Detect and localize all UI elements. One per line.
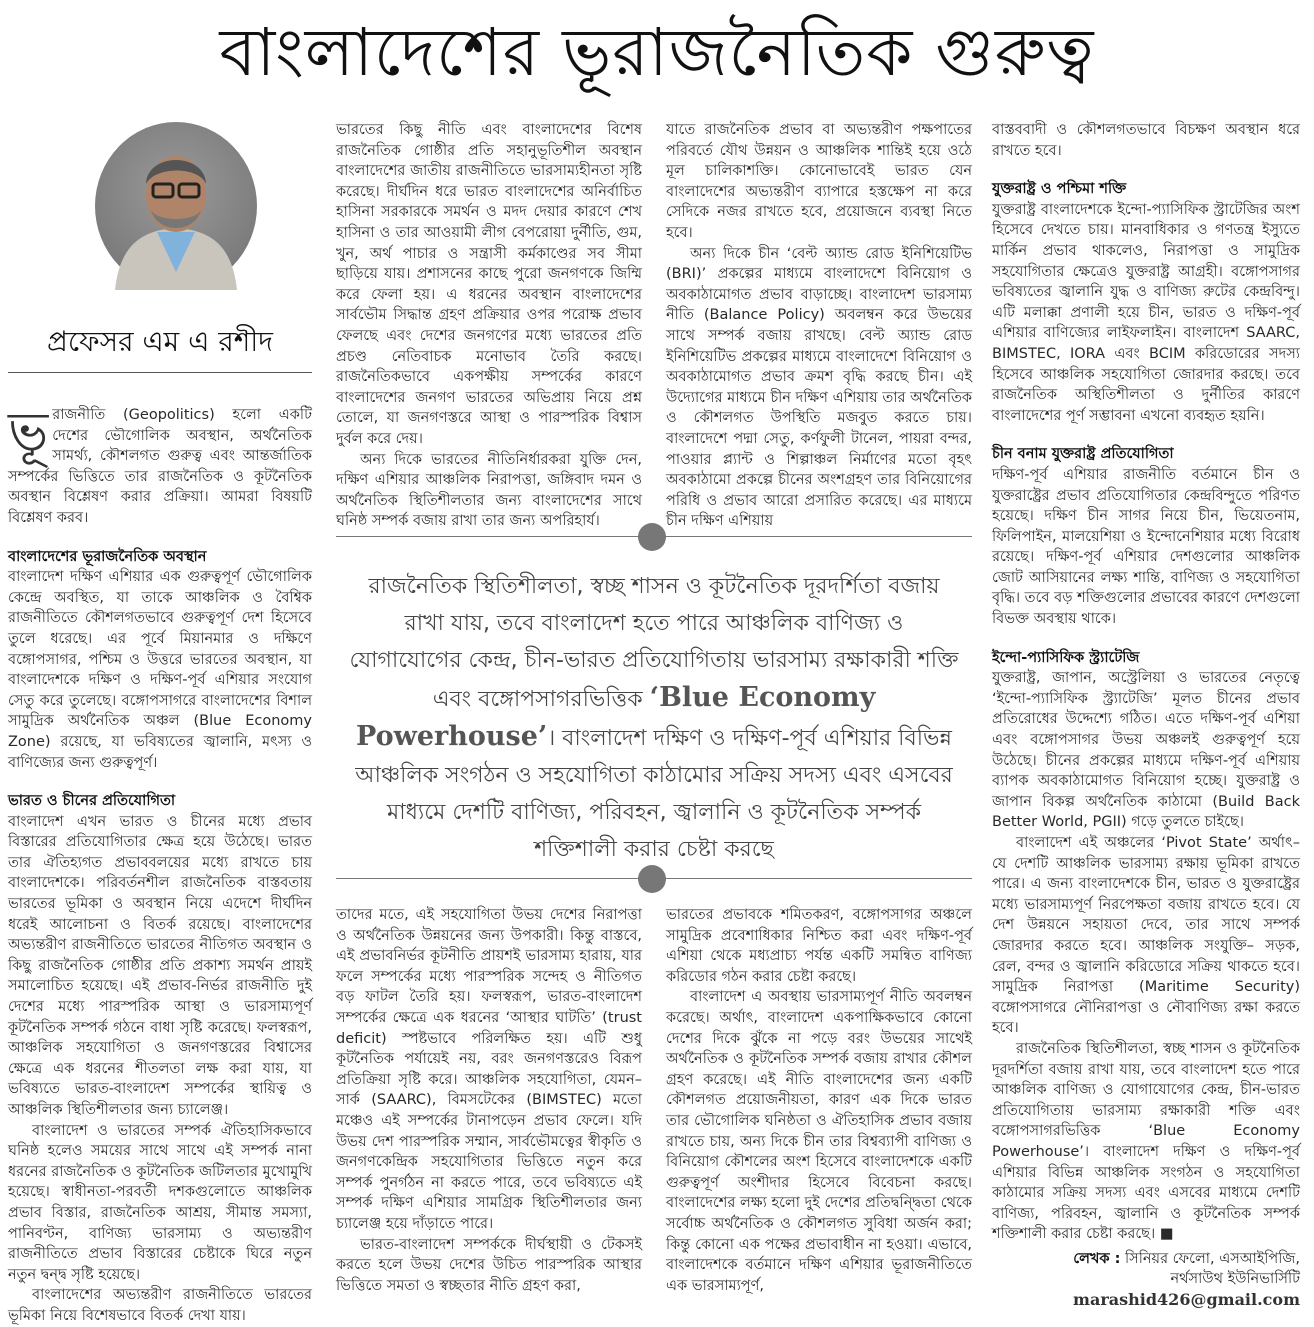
- lead-text: রাজনীতি (Geopolitics) হলো একটি দেশের ভৌগোলিক অবস্থান, অর্থনৈতিক সামর্থ্য, কৌশলগত গুরুত্ব এবং আন্তর্জাতিক সম্পর্কের ভিত্তিতে তার রাজনৈতিক ও কূটনৈতিক অবস্থান বিশ্লেষণ করার প্রক্রিয়া। আমরা বিষয়টি বিশ্লেষণ করব।: [8, 407, 312, 526]
- author-name: প্রফেসর এম এ রশীদ: [46, 325, 274, 358]
- pull-quote-text-1: রাজনৈতিক স্থিতিশীলতা, স্বচ্ছ শাসন ও কূটনৈতিক দূরদর্শিতা বজায় রাখা যায়, তবে বাংলাদেশ হতে পারে আঞ্চলিক বাণিজ্য ও যোগাযোগের কেন্দ্র, চীন-ভারত প্রতিযোগিতায় ভারসাম্য রক্ষাকারী শক্তি এবং বঙ্গোপসাগরভিত্তিক: [349, 574, 959, 712]
- section-heading: ইন্দো-প্যাসিফিক স্ট্র্যাটেজি: [992, 649, 1140, 666]
- column-2-top: [336, 120, 642, 530]
- section-heading: যুক্তরাষ্ট্র ও পশ্চিমা শক্তি: [992, 181, 1127, 198]
- paragraph: যাতে রাজনৈতিক প্রভাব বা অভ্যন্তরীণ পক্ষপাতের পরিবর্তে যৌথ উন্নয়ন ও আঞ্চলিক শান্তিই হয়ে ওঠে মূল চালিকাশক্তি। কোনোভাবেই ভারত যেন বাংলাদেশের অভ্যন্তরীণ ব্যাপারে হস্তক্ষেপ না করে সেদিকে নজর রাখতে হবে, প্রয়োজনে ব্যবস্থা নিতে হবে।: [666, 122, 972, 241]
- paragraph: অন্য দিকে ভারতের নীতিনির্ধারকরা যুক্তি দেন, দক্ষিণ এশিয়ার আঞ্চলিক নিরাপত্তা, জঙ্গিবাদ দমন ও অর্থনৈতিক স্থিতিশীলতার জন্য বাংলাদেশের সাথে ঘনিষ্ঠ সম্পর্ক বজায় রাখা তার জন্য অপরিহার্য।: [336, 451, 642, 530]
- author-divider: [8, 372, 312, 373]
- paragraph: বাংলাদেশ এখন ভারত ও চীনের মধ্যে প্রভাব বিস্তারের প্রতিযোগিতার ক্ষেত্র হয়ে উঠেছে। ভারত তার ঐতিহ্যগত প্রভাববলয়ের মধ্যে রাখতে চায় বাংলাদেশকে। পরিবর্তনশীল রাজনৈতিক বাস্তবতায় ভারতের ভূমিকা ও অবস্থান নিয়ে এদেশে দীর্ঘদিন ধরেই আলোচনা ও বিতর্ক রয়েছে। বাংলাদেশের অভ্যন্তরীণ রাজনীতিতে ভারতের নীতিগত অবস্থান ও কিছু রাজনৈতিক গোষ্ঠীর প্রতি প্রকাশ্য সমর্থন প্রায়ই সমালোচিত হয়েছে। এই প্রভাব-নির্ভর রাজনীতি দুই দেশের মধ্যে পারস্পরিক আস্থা ও ভারসাম্যপূর্ণ কূটনৈতিক সম্পর্ক গঠনে বাধা সৃষ্টি করেছে। ফলস্বরূপ, আঞ্চলিক সহযোগিতা ও জনগণস্তরের বিশ্বাসের ক্ষেত্রে এক ধরনের শীতলতা লক্ষ করা যায়, যা ভবিষ্যতে ভারত-বাংলাদেশ সম্পর্কের স্থায়িত্ব ও আঞ্চলিক স্থিতিশীলতার জন্য চ্যালেঞ্জ।: [8, 813, 312, 1118]
- paragraph: ভারত-বাংলাদেশ সম্পর্ককে দীর্ঘস্থায়ী ও টেকসই করতে হলে উভয় দেশের উচিত পারস্পরিক আস্থার ভিত্তিতে সমতা ও স্বচ্ছতার নীতি গ্রহণ করা,: [336, 1236, 642, 1294]
- section-heading: চীন বনাম যুক্তরাষ্ট্র প্রতিযোগিতা: [992, 446, 1174, 463]
- column-3-top: [666, 120, 972, 530]
- byline-role: সিনিয়র ফেলো, এসআইপিজি,: [1125, 1250, 1300, 1267]
- column-2-bottom: [336, 905, 642, 1305]
- paragraph: বাংলাদেশ এই অঞ্চলের ‘Pivot State’ অর্থাৎ– যে দেশটি আঞ্চলিক ভারসাম্য রক্ষায় ভূমিকা রাখতে পারে। এ জন্য বাংলাদেশকে চীন, ভারত ও যুক্তরাষ্ট্রের মধ্যে ভারসাম্যপূর্ণ নিরপেক্ষতা বজায় রাখতে হবে। যে দেশ উন্নয়নে সহায়তা দেবে, তার সাথে সম্পর্ক জোরদার করতে হবে। আঞ্চলিক সংযুক্তি– সড়ক, রেল, বন্দর ও জ্বালানি করিডোরে সক্রিয় থাকতে হবে। সামুদ্রিক নিরাপত্তা (Maritime Security) বঙ্গোপসাগরে নৌনিরাপত্তা ও নৌবাণিজ্য রক্ষা করতে হবে।: [992, 835, 1300, 1037]
- paragraph: অন্য দিকে চীন ‘বেল্ট অ্যান্ড রোড ইনিশিয়েটিভ (BRI)’ প্রকল্পের মাধ্যমে বাংলাদেশে বিনিয়োগ ও অবকাঠামোগত প্রভাব বাড়াচ্ছে। বাংলাদেশ ভারসাম্য নীতি (Balance Policy) অবলম্বন করে উভয়ের সাথে সম্পর্ক বজায় রাখছে। বেল্ট অ্যান্ড রোড ইনিশিয়েটিভ প্রকল্পের মাধ্যমে বাংলাদেশে বিনিয়োগ ও অবকাঠামোগত প্রভাব ক্রমশ বৃদ্ধি করছে চীন। এই উদ্যোগের মাধ্যমে চীন দক্ষিণ এশিয়ায় তার অর্থনৈতিক ও কৌশলগত উপস্থিতি মজবুত করতে চায়। বাংলাদেশে পদ্মা সেতু, কর্ণফুলী টানেল, পায়রা বন্দর, পাওয়ার প্ল্যান্ট ও শিল্পাঞ্চল নির্মাণের মতো বৃহৎ অবকাঠামো প্রকল্পে চীনের অংশগ্রহণ তার বিনিয়োগের পরিধি ও প্রভাব আরো প্রসারিত করেছে। এর মাধ্যমে চীন দক্ষিণ এশিয়ায়: [666, 245, 972, 530]
- paragraph: যুক্তরাষ্ট্র, জাপান, অস্ট্রেলিয়া ও ভারতের নেতৃত্বে ‘ইন্দো-প্যাসিফিক স্ট্র্যাটেজি’ মূলত চীনের প্রভাব প্রতিরোধের উদ্দেশ্যে গঠিত। এতে দক্ষিণ-পূর্ব এশিয়া এবং বঙ্গোপসাগর উভয় অঞ্চলই গুরুত্বপূর্ণ হয়ে উঠেছে। চীনের প্রকল্পের মাধ্যমে দক্ষিণ-পূর্ব এশিয়ায় ব্যাপক অবকাঠামোগত বিনিয়োগ হচ্ছে। যুক্তরাষ্ট্র ও জাপান বিকল্প অর্থনৈতিক কাঠামো (Build Back Better World, PGII) গড়ে তুলতে চাইছে।: [992, 670, 1300, 831]
- section-heading: ভারত ও চীনের প্রতিযোগিতা: [8, 793, 176, 810]
- paragraph: তাদের মতে, এই সহযোগিতা উভয় দেশের নিরাপত্তা ও অর্থনৈতিক উন্নয়নের জন্য উপকারী। কিন্তু বাস্তবে, এই প্রভাবনির্ভর কূটনীতি প্রায়শই ভারসাম্য হারায়, যার ফলে সম্পর্কের মধ্যে পারস্পরিক সন্দেহ ও নীতিগত বড় ফাটল তৈরি হয়। ফলস্বরূপ, ভারত-বাংলাদেশ সম্পর্কের ক্ষেত্রে এক ধরনের ‘আস্থার ঘাটতি’ (trust deficit) স্পষ্টভাবে পরিলক্ষিত হয়। এটি শুধু কূটনৈতিক পর্যায়েই নয়, বরং জনগণস্তরেও বিরূপ প্রতিক্রিয়া সৃষ্টি করে। আঞ্চলিক সহযোগিতা, যেমন– সার্ক (SAARC), বিমসটেকের (BIMSTEC) মতো মঞ্চেও এই সম্পর্কের টানাপড়েন প্রভাব ফেলে। যদি উভয় দেশ পারস্পরিক সম্মান, সার্বভৌমত্বের স্বীকৃতি ও জনগণকেন্দ্রিক সহযোগিতার ভিত্তিতে নতুন করে সম্পর্ক পুনর্গঠন না করতে পারে, তবে ভবিষ্যতে এই সম্পর্ক দক্ষিণ এশিয়ার সামগ্রিক স্থিতিশীলতার জন্য চ্যালেঞ্জ হয়ে দাঁড়াতে পারে।: [336, 907, 642, 1232]
- divider-dot-icon: [638, 523, 666, 551]
- paragraph: বাংলাদেশ দক্ষিণ এশিয়ার এক গুরুত্বপূর্ণ ভৌগোলিক কেন্দ্রে অবস্থিত, যা তাকে আঞ্চলিক ও বৈশ্বিক রাজনীতিতে কৌশলগতভাবে গুরুত্বপূর্ণ দেশ হিসেবে তুলে ধরেছে। এর পূর্বে মিয়ানমার ও দক্ষিণে বঙ্গোপসাগর, পশ্চিম ও উত্তরে ভারতের অবস্থান, যা বাংলাদেশকে দক্ষিণ ও দক্ষিণ-পূর্ব এশিয়ার সংযোগ সেতু করে তুলেছে। বঙ্গোপসাগরে বাংলাদেশের বিশাল সামুদ্রিক অর্থনৈতিক অঞ্চল (Blue Economy Zone) রয়েছে, যা ভবিষ্যতের জ্বালানি, মৎস্য ও বাণিজ্যের জন্য গুরুত্বপূর্ণ।: [8, 569, 312, 771]
- paragraph: ভারতের কিছু নীতি এবং বাংলাদেশের বিশেষ রাজনৈতিক গোষ্ঠীর প্রতি সহানুভূতিশীল অবস্থান বাংলাদেশের জাতীয় রাজনীতিতে ভারসাম্যহীনতা সৃষ্টি করেছে। দীর্ঘদিন ধরে ভারত বাংলাদেশের অনির্বাচিত হাসিনা সরকারকে সমর্থন ও মদদ দেয়ার কারণে শেখ হাসিনা ও তার আওয়ামী লীগ বেপরোয়া দুর্নীতি, গুম, খুন, অর্থ পাচার ও সন্ত্রাসী কর্মকাণ্ডের সব সীমা ছাড়িয়ে যায়। প্রশাসনের কাছে পুরো জনগণকে জিম্মি করে ফেলা হয়। এ ধরনের অবস্থান বাংলাদেশের সার্বভৌম সিদ্ধান্ত গ্রহণ প্রক্রিয়ার ওপর পরোক্ষ প্রভাব ফেলছে এবং দেশের জনগণের মধ্যে ভারতের প্রতি প্রচণ্ড নেতিবাচক মনোভাব তৈরি করছে। রাজনৈতিকভাবে একপক্ষীয় সম্পর্কের কারণে বাংলাদেশের জনগণ ভারতের অভিপ্রায় নিয়ে প্রশ্ন তোলে, যা জনগণস্তরে আস্থা ও পারস্পরিক বিশ্বাস দুর্বল করে দেয়।: [336, 122, 642, 447]
- column-3-bottom: [666, 905, 972, 1305]
- paragraph: বাস্তববাদী ও কৌশলগতভাবে বিচক্ষণ অবস্থান ধরে রাখতে হবে।: [992, 122, 1300, 159]
- paragraph: বাংলাদেশের অভ্যন্তরীণ রাজনীতিতে ভারতের ভূমিকা নিয়ে বিশেষভাবে বিতর্ক দেখা যায়।: [8, 1287, 312, 1324]
- paragraph: বাংলাদেশ এ অবস্থায় ভারসাম্যপূর্ণ নীতি অবলম্বন করেছে। অর্থাৎ, বাংলাদেশ একপাক্ষিকভাবে কোনো দেশের দিকে ঝুঁকে না পড়ে বরং উভয়ের সাথেই অর্থনৈতিক ও কূটনৈতিক সম্পর্ক বজায় রাখার কৌশল গ্রহণ করেছে। এই নীতি বাংলাদেশের জন্য একটি কৌশলগত প্রয়োজনীয়তা, কারণ এক দিকে ভারত তার ভৌগোলিক ঘনিষ্ঠতা ও ঐতিহাসিক প্রভাব বজায় রাখতে চায়, অন্য দিকে চীন তার বিশ্বব্যাপী বাণিজ্য ও বিনিয়োগ কৌশলের অংশ হিসেবে বাংলাদেশকে একটি গুরুত্বপূর্ণ অংশীদার হিসেবে বিবেচনা করছে। বাংলাদেশের লক্ষ্য হলো দুই দেশের প্রতিদ্বন্দ্বিতা থেকে সর্বোচ্চ অর্থনৈতিক ও কৌশলগত সুবিধা অর্জন করা; কিন্তু কোনো এক পক্ষের প্রভাবাধীন না হওয়া। এভাবে, বাংলাদেশকে বর্তমানে দক্ষিণ এশিয়ার ভূরাজনীতিতে এক ভারসাম্যপূর্ণ,: [666, 989, 972, 1294]
- paragraph: ভারতের প্রভাবকে শমিতকরণ, বঙ্গোপসাগর অঞ্চলে সামুদ্রিক প্রবেশাধিকার নিশ্চিত করা এবং দক্ষিণ-পূর্ব এশিয়া থেকে মধ্যপ্রাচ্য পর্যন্ত একটি সমন্বিত বাণিজ্য করিডোর গঠন করার চেষ্টা করছে।: [666, 907, 972, 985]
- paragraph: [8, 400, 312, 529]
- pull-quote: [346, 568, 962, 868]
- author-portrait-icon: [95, 122, 257, 290]
- drop-cap: ভূ: [8, 400, 49, 463]
- paragraph: রাজনৈতিক স্থিতিশীলতা, স্বচ্ছ শাসন ও কূটনৈতিক দূরদর্শিতা বজায় রাখা যায়, তবে বাংলাদেশ হতে পারে আঞ্চলিক বাণিজ্য ও যোগাযোগের কেন্দ্র, চীন-ভারত প্রতিযোগিতায় ভারসাম্য রক্ষাকারী শক্তি এবং বঙ্গোপসাগরভিত্তিক ‘Blue Economy Powerhouse’। বাংলাদেশ দক্ষিণ ও দক্ষিণ-পূর্ব এশিয়ার বিভিন্ন আঞ্চলিক সংগঠন ও সহযোগিতা কাঠামোর সক্রিয় সদস্য এবং এসবের মাধ্যমে দেশটি বাণিজ্য, পরিবহন, জ্বালানি ও কূটনৈতিক সম্পর্ক শক্তিশালী করার চেষ্টা করছে। ■: [992, 1040, 1300, 1243]
- pull-quote-highlight: ‘Blue Economy Powerhouse’: [356, 682, 876, 752]
- author-photo: [95, 122, 257, 290]
- paragraph: দক্ষিণ-পূর্ব এশিয়ার রাজনীতি বর্তমানে চীন ও যুক্তরাষ্ট্রের প্রভাব প্রতিযোগিতার কেন্দ্রবিন্দুতে পরিণত হয়েছে। দক্ষিণ চীন সাগর নিয়ে চীন, ভিয়েতনাম, ফিলিপাইন, মালয়েশিয়া ও ইন্দোনেশিয়ার মধ্যে বিরোধ রয়েছে। দক্ষিণ-পূর্ব এশিয়ার দেশগুলোর আঞ্চলিক জোট আসিয়ানের লক্ষ্য শান্তি, বাণিজ্য ও সহযোগিতা বৃদ্ধি। তবে বড় শক্তিগুলোর প্রভাবের কারণে দেশগুলো বিভক্ত অবস্থায় থাকে।: [992, 466, 1300, 628]
- article-title: বাংলাদেশের ভূরাজনৈতিক গুরুত্ব: [219, 14, 1095, 91]
- author-email-link[interactable]: marashid426@gmail.com: [1073, 1290, 1300, 1310]
- pull-quote-text-2: । বাংলাদেশ দক্ষিণ ও দক্ষিণ-পূর্ব এশিয়ার বিভিন্ন আঞ্চলিক সংগঠন ও সহযোগিতা কাঠামোর সক্রিয় সদস্য এবং এসবের মাধ্যমে দেশটি বাণিজ্য, পরিবহন, জ্বালানি ও কূটনৈতিক সম্পর্ক শক্তিশালী করার চেষ্টা করছে: [355, 726, 953, 862]
- byline-institution: নর্থসাউথ ইউনিভার্সিটি: [1170, 1271, 1300, 1288]
- byline-label: লেখক :: [1073, 1250, 1121, 1267]
- divider-dot-icon: [638, 865, 666, 893]
- paragraph: যুক্তরাষ্ট্র বাংলাদেশকে ইন্দো-প্যাসিফিক স্ট্রাটেজির অংশ হিসেবে দেখতে চায়। মানবাধিকার ও গণতন্ত্র ইস্যুতে মার্কিন প্রভাব থাকলেও, নিরাপত্তা ও সামুদ্রিক সহযোগিতার ক্ষেত্রেও যুক্তরাষ্ট্র আগ্রহী। বঙ্গোপসাগর ভবিষ্যতের জ্বালানি যুদ্ধ ও বাণিজ্য রুটের কেন্দ্রবিন্দু। এটি মলাক্কা প্রণালী হয়ে চীন, ভারত ও দক্ষিণ-পূর্ব এশিয়ার বাণিজ্যের লাইফলাইন। বাংলাদেশ SAARC, BIMSTEC, IORA এবং BCIM করিডোরের সদস্য হিসেবে আঞ্চলিক সহযোগিতা জোরদার করছে। তবে রাজনৈতিক অস্থিতিশীলতা ও দুর্নীতির কারণে বাংলাদেশের পূর্ণ সম্ভাবনা এখনো ব্যবহৃত হয়নি।: [992, 201, 1300, 424]
- column-4: [992, 120, 1300, 1310]
- section-heading: বাংলাদেশের ভূরাজনৈতিক অবস্থান: [8, 548, 207, 565]
- byline: [992, 1249, 1300, 1290]
- column-1: [8, 400, 312, 1324]
- paragraph: বাংলাদেশ ও ভারতের সম্পর্ক ঐতিহাসিকভাবে ঘনিষ্ঠ হলেও সময়ের সাথে সাথে এই সম্পর্ক নানা ধরনের রাজনৈতিক ও কূটনৈতিক জটিলতার মুখোমুখি হয়েছে। স্বাধীনতা-পরবর্তী দশকগুলোতে আঞ্চলিক প্রভাব বিস্তার, রাজনৈতিক আশ্রয়, সীমান্ত সমস্যা, পানিবণ্টন, বাণিজ্য ভারসাম্য ও অভ্যন্তরীণ রাজনীতিতে প্রভাব বিস্তারের চেষ্টাকে ঘিরে নতুন নতুন দ্বন্দ্ব সৃষ্টি হয়েছে।: [8, 1122, 312, 1283]
